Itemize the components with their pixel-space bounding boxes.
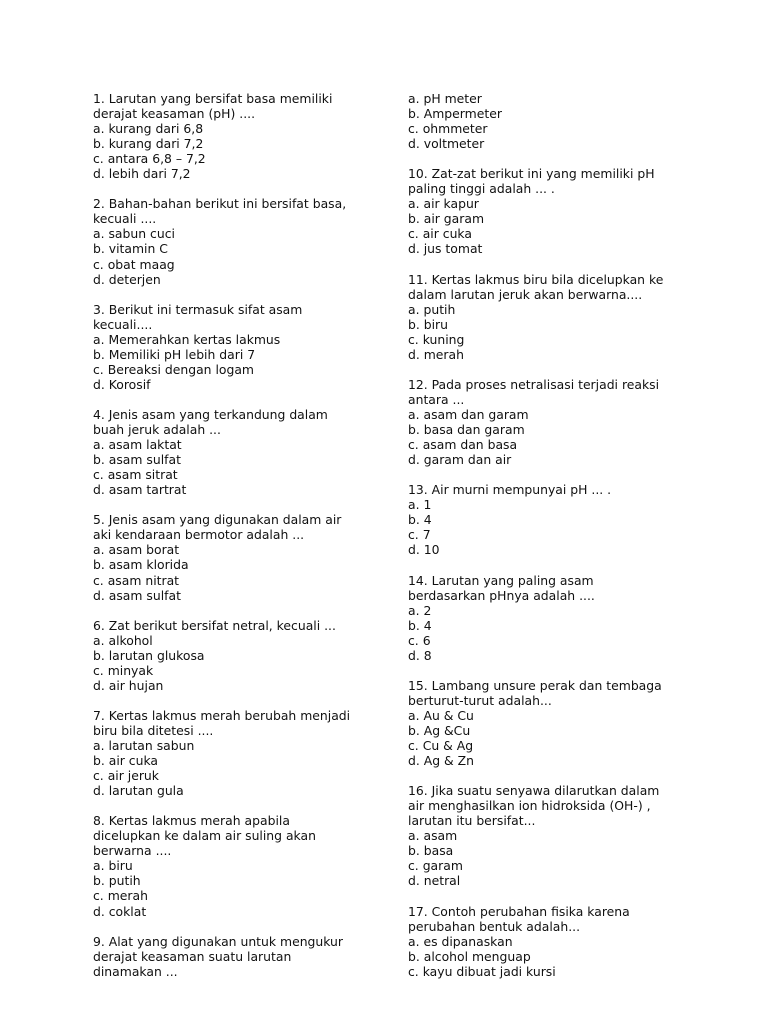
answer-option: b. putih	[93, 873, 141, 889]
answer-option: b. air garam	[408, 211, 485, 227]
answer-option: a. biru	[93, 858, 133, 874]
question-text: air menghasilkan ion hidroksida (OH-) ,	[408, 798, 651, 814]
answer-option: c. asam dan basa	[408, 437, 518, 453]
answer-option: d. deterjen	[93, 271, 161, 287]
answer-option: b. air cuka	[93, 753, 159, 769]
answer-option: d. lebih dari 7,2	[93, 166, 191, 182]
answer-option: d. netral	[408, 873, 461, 889]
answer-option: a. putih	[408, 301, 456, 317]
question-text: aki kendaraan bermotor adalah ...	[93, 527, 305, 543]
question-text: 1. Larutan yang bersifat basa memiliki	[93, 91, 333, 106]
answer-option: b. Ag &Cu	[408, 722, 471, 738]
answer-option: a. air kapur	[408, 196, 479, 212]
answer-option: b. 4	[408, 617, 432, 633]
answer-option: b. biru	[408, 316, 448, 332]
question-block	[408, 166, 698, 256]
question-text: 15. Lambang unsure perak dan tembaga	[408, 677, 662, 693]
answer-option: c. 6	[408, 632, 431, 648]
question-block	[408, 272, 698, 362]
question-block	[93, 91, 383, 181]
question-block	[408, 91, 698, 151]
answer-option: a. pH meter	[408, 91, 482, 106]
question-text: berdasarkan pHnya adalah ....	[408, 587, 595, 603]
answer-option: b. 4	[408, 512, 432, 528]
answer-option: b. larutan glukosa	[93, 647, 205, 663]
answer-option: c. garam	[408, 858, 463, 874]
answer-option: a. Memerahkan kertas lakmus	[93, 331, 281, 347]
answer-option: b. Memiliki pH lebih dari 7	[93, 346, 256, 362]
question-block	[408, 904, 698, 979]
answer-option: c. kayu dibuat jadi kursi	[408, 963, 556, 979]
answer-option: c. antara 6,8 – 7,2	[93, 151, 206, 167]
answer-option: d. air hujan	[93, 677, 164, 693]
question-text: 9. Alat yang digunakan untuk mengukur	[93, 933, 344, 949]
question-text: dinamakan ...	[93, 963, 178, 979]
question-block	[408, 377, 698, 467]
question-text: antara ...	[408, 391, 465, 407]
answer-option: c. asam nitrat	[93, 572, 180, 588]
answer-option: d. jus tomat	[408, 241, 483, 257]
answer-option: d. 10	[408, 542, 440, 558]
question-text: 10. Zat-zat berikut ini yang memiliki pH	[408, 166, 655, 182]
answer-option: c. kuning	[408, 331, 465, 347]
question-text: 11. Kertas lakmus biru bila dicelupkan ke	[408, 271, 664, 287]
answer-option: a. sabun cuci	[93, 226, 175, 242]
answer-option: c. air cuka	[408, 226, 472, 242]
answer-option: d. 8	[408, 647, 432, 663]
answer-option: a. asam laktat	[93, 437, 182, 453]
answer-option: a. Au & Cu	[408, 707, 474, 723]
question-text: dalam larutan jeruk akan berwarna....	[408, 286, 643, 302]
answer-option: a. asam borat	[93, 542, 180, 558]
question-text: 14. Larutan yang paling asam	[408, 572, 594, 588]
question-text: 13. Air murni mempunyai pH ... .	[408, 482, 612, 498]
question-text: derajat keasaman suatu larutan	[93, 948, 292, 964]
answer-option: b. alcohol menguap	[408, 948, 531, 964]
question-text: 2. Bahan-bahan berikut ini bersifat basa,	[93, 196, 347, 212]
question-block	[93, 302, 383, 392]
question-text: derajat keasaman (pH) ....	[93, 106, 256, 122]
answer-option: a. 1	[408, 497, 432, 513]
answer-option: d. larutan gula	[93, 783, 184, 799]
answer-option: a. kurang dari 6,8	[93, 121, 204, 137]
question-text: berturut-turut adalah...	[408, 692, 552, 708]
question-text: buah jeruk adalah ...	[93, 422, 221, 438]
question-text: dicelupkan ke dalam air suling akan	[93, 828, 316, 844]
answer-option: c. minyak	[93, 662, 154, 678]
answer-option: d. Korosif	[93, 376, 151, 392]
question-text: 17. Contoh perubahan fisika karena	[408, 903, 630, 919]
question-text: paling tinggi adalah ... .	[408, 181, 555, 197]
answer-option: c. obat maag	[93, 256, 175, 272]
answer-option: b. kurang dari 7,2	[93, 136, 204, 152]
left-column	[93, 91, 383, 994]
answer-option: c. air jeruk	[93, 768, 159, 784]
question-text: 8. Kertas lakmus merah apabila	[93, 813, 290, 829]
answer-option: d. garam dan air	[408, 452, 512, 468]
question-text: kecuali ....	[93, 211, 157, 227]
answer-option: d. coklat	[93, 903, 147, 919]
question-block	[93, 512, 383, 602]
question-text: kecuali....	[93, 316, 153, 332]
question-text: 3. Berikut ini termasuk sifat asam	[93, 301, 303, 317]
answer-option: d. asam tartrat	[93, 482, 187, 498]
right-column	[408, 91, 698, 994]
question-text: larutan itu bersifat...	[408, 813, 536, 829]
answer-option: c. ohmmeter	[408, 121, 488, 137]
question-text: biru bila ditetesi ....	[93, 722, 214, 738]
question-block	[93, 813, 383, 918]
question-text: 4. Jenis asam yang terkandung dalam	[93, 406, 328, 422]
question-text: 7. Kertas lakmus merah berubah menjadi	[93, 707, 351, 723]
question-block	[93, 934, 383, 979]
answer-option: b. vitamin C	[93, 241, 168, 257]
question-block	[408, 783, 698, 888]
question-block	[408, 573, 698, 663]
answer-option: c. Cu & Ag	[408, 738, 474, 754]
answer-option: d. asam sulfat	[93, 587, 181, 603]
answer-option: c. merah	[93, 888, 148, 904]
answer-option: d. merah	[408, 346, 464, 362]
question-text: perubahan bentuk adalah...	[408, 918, 581, 934]
question-text: 12. Pada proses netralisasi terjadi reaksi	[408, 376, 660, 392]
answer-option: c. Bereaksi dengan logam	[93, 361, 255, 377]
question-text: 6. Zat berikut bersifat netral, kecuali ...	[93, 617, 336, 633]
question-block	[93, 196, 383, 286]
question-text: 16. Jika suatu senyawa dilarutkan dalam	[408, 783, 660, 799]
question-block	[408, 482, 698, 557]
answer-option: c. asam sitrat	[93, 467, 178, 483]
answer-option: b. basa dan garam	[408, 422, 525, 438]
question-block	[93, 708, 383, 798]
answer-option: a. es dipanaskan	[408, 933, 513, 949]
question-block	[93, 407, 383, 497]
answer-option: c. 7	[408, 527, 431, 543]
answer-option: a. larutan sabun	[93, 738, 195, 754]
question-text: berwarna ....	[93, 843, 172, 859]
answer-option: d. voltmeter	[408, 136, 485, 152]
answer-option: a. asam	[408, 828, 458, 844]
answer-option: d. Ag & Zn	[408, 753, 474, 769]
answer-option: b. Ampermeter	[408, 106, 502, 122]
question-block	[93, 618, 383, 693]
answer-option: b. asam sulfat	[93, 452, 181, 468]
answer-option: b. basa	[408, 843, 454, 859]
question-text: 5. Jenis asam yang digunakan dalam air	[93, 512, 342, 528]
question-block	[408, 678, 698, 768]
answer-option: a. alkohol	[93, 632, 153, 648]
answer-option: a. 2	[408, 602, 432, 618]
answer-option: a. asam dan garam	[408, 406, 529, 422]
answer-option: b. asam klorida	[93, 557, 189, 573]
